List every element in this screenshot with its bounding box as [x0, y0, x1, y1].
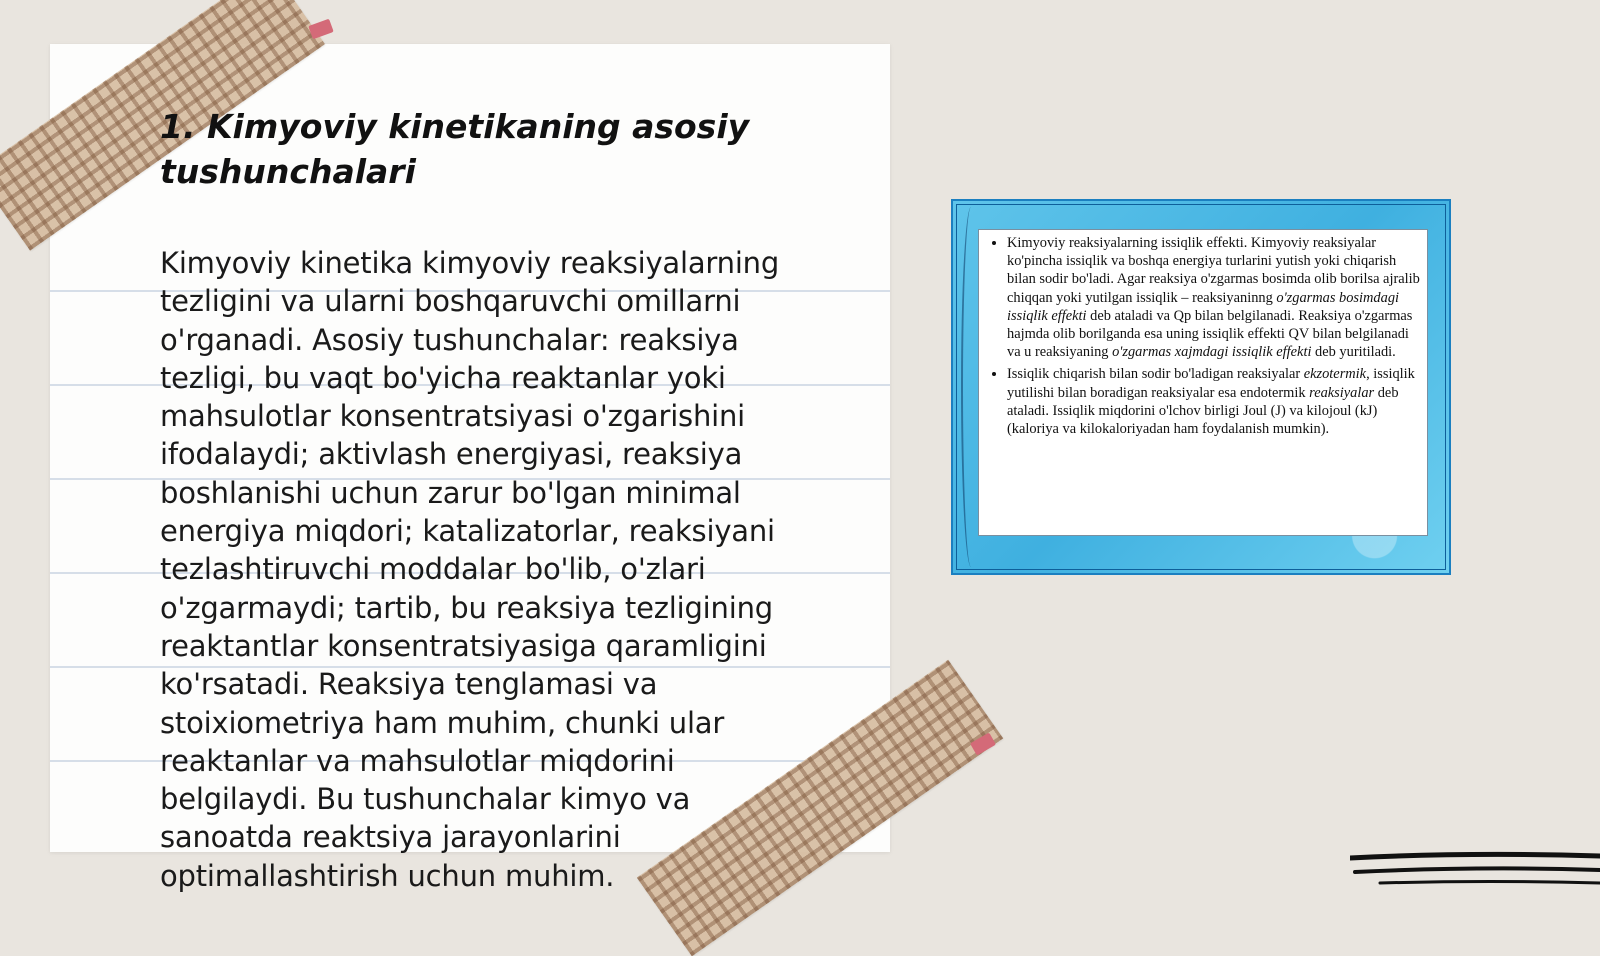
embedded-text: deb ataladi. Issiqlik miqdorini o'lchov birligi Joul (J) va kilojoul (kJ) (kaloriya va kilokaloriyadan ham foydalanish mumkin). [1007, 384, 1399, 438]
embedded-italic: ekzotermik [1303, 366, 1367, 383]
embedded-text: deb yuritiladi. [1311, 344, 1396, 361]
embedded-text: Issiqlik chiqarish bilan sodir bo'ladigan reaksiyalar [1007, 366, 1304, 383]
embedded-text: deb ataladi va Qp bilan belgilanadi. Reaksiya o'zgarmas hajmda olib borilganda esa uning issiqlik effekti QV bilan belgilanadi va u reaksiyaning [1007, 307, 1413, 361]
embedded-text: , issiqlik yutilishi bilan boradigan reaksiyalar esa endotermik [1007, 366, 1415, 401]
brush-line [1350, 854, 1600, 858]
brush-line [1355, 868, 1600, 872]
embedded-bullet-exo-endo [1007, 365, 1421, 438]
slide-title: 1. Kimyoviy kinetikaning asosiy tushunchalari [160, 107, 750, 191]
embedded-text-box [978, 229, 1428, 536]
embedded-bullet-list [983, 234, 1421, 438]
embedded-italic: o'zgarmas xajmdagi issiqlik effekti [1112, 344, 1312, 361]
embedded-italic: o'zgarmas bosimdagi issiqlik effekti [1007, 289, 1400, 324]
embedded-bullet-heat-effect [1007, 234, 1421, 361]
slide-body-text: Kimyoviy kinetika kimyoviy reaksiyalarning tezligini va ularni boshqaruvchi omillarni o'rganadi. Asosiy tushunchalar: reaksiya tezligi, bu vaqt bo'yicha reaktanlar yoki mahsulotlar konsentratsiyasi o'zgarishini ifodalaydi; aktivlash energiyasi, reaksiya boshlanishi uchun zarur bo'lgan minimal energiya miqdori; katalizatorlar, reaksiyani tezlashtiruvchi moddalar bo'lib, o'zlari o'zgarmaydi; tartib, bu reaksiya tezligining reaktantlar konsentratsiyasiga qaramligini ko'rsatadi. Reaksiya tenglamasi va stoixiometriya ham muhim, chunki ular reaktanlar va mahsulotlar miqdorini belgilaydi. Bu tushunchalar kimyo va sanoatda reaktsiya jarayonlarini optimallashtirish uchun muhim. [160, 246, 780, 893]
decorative-brush-lines [1350, 850, 1600, 890]
brush-line [1380, 882, 1600, 884]
embedded-slide-image [951, 199, 1451, 575]
tape-tip-top [308, 19, 333, 40]
embedded-text: Kimyoviy reaksiyalarning issiqlik effekti. Kimyoviy reaksiyalar ko'pincha issiqlik va boshqa energiya turlarini yutish yoki chiqarish bilan sodir bo'ladi. Agar reaksiya o'zgarmas bosimda olib borilsa ajralib chiqqan yoki yutilgan issiqlik – reaksiyaninng [1007, 235, 1420, 306]
embedded-italic: reaksiyalar [1309, 384, 1375, 401]
